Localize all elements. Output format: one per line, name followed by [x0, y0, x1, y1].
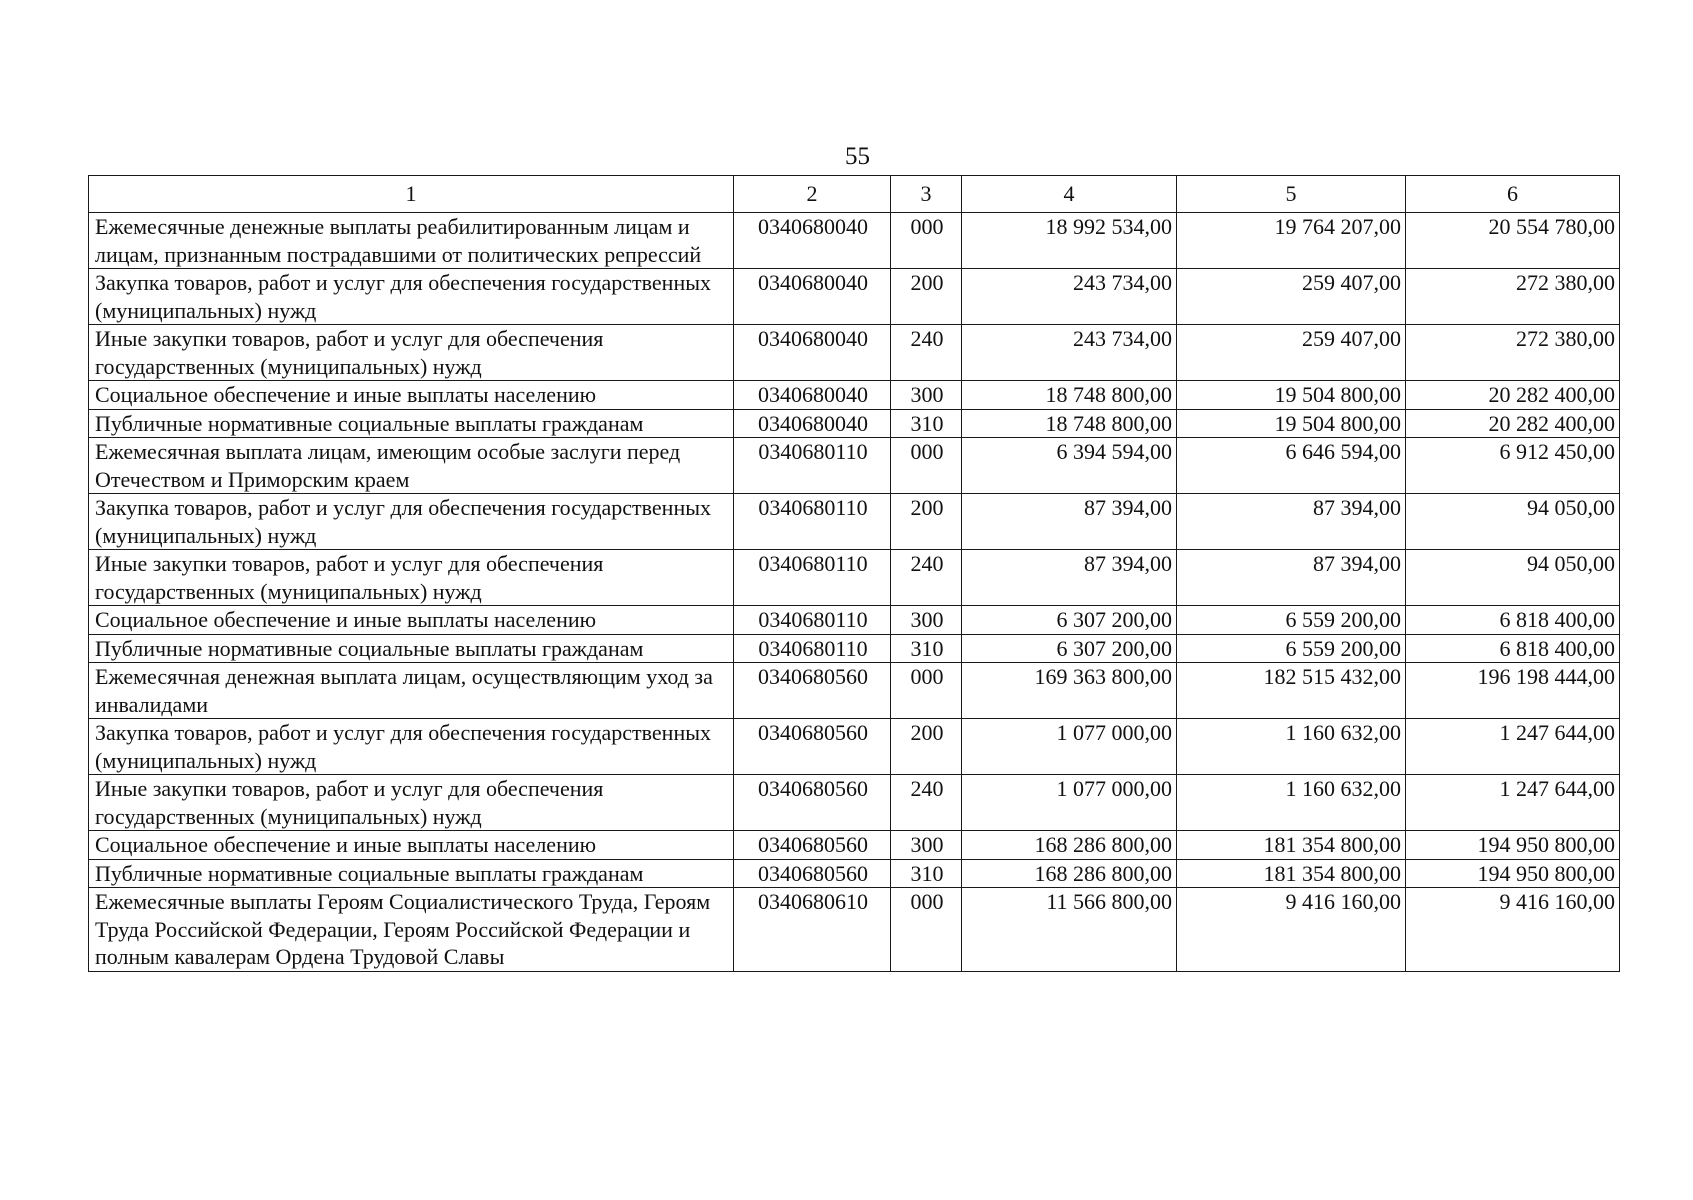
table-row — [89, 775, 1620, 831]
row-amount-col5-cell: 259 407,00 — [1177, 269, 1406, 325]
row-amount-col4-cell: 168 286 800,00 — [962, 831, 1177, 860]
row-amount-col6-cell: 272 380,00 — [1406, 325, 1620, 381]
table-row — [89, 494, 1620, 550]
row-expense-type-cell: 000 — [891, 663, 962, 719]
row-amount-col4-cell: 18 748 800,00 — [962, 381, 1177, 410]
row-amount-col6-cell: 194 950 800,00 — [1406, 831, 1620, 860]
row-amount-col5-cell: 19 504 800,00 — [1177, 381, 1406, 410]
row-name-cell: Закупка товаров, работ и услуг для обеспечения государственных (муниципальных) нужд — [89, 719, 734, 775]
table-row — [89, 438, 1620, 494]
row-code-cell: 0340680560 — [734, 831, 891, 860]
table-row — [89, 381, 1620, 410]
row-amount-col6-cell: 6 818 400,00 — [1406, 634, 1620, 663]
row-name-cell: Закупка товаров, работ и услуг для обеспечения государственных (муниципальных) нужд — [89, 494, 734, 550]
row-amount-col5-cell: 19 764 207,00 — [1177, 213, 1406, 269]
row-amount-col4-cell: 169 363 800,00 — [962, 663, 1177, 719]
header-col-1: 1 — [89, 176, 734, 213]
table-row — [89, 888, 1620, 972]
row-amount-col4-cell: 87 394,00 — [962, 494, 1177, 550]
row-expense-type-cell: 200 — [891, 494, 962, 550]
row-amount-col5-cell: 181 354 800,00 — [1177, 859, 1406, 888]
row-name-cell: Ежемесячные денежные выплаты реабилитированным лицам и лицам, признанным пострадавшими от политических репрессий — [89, 213, 734, 269]
row-code-cell: 0340680110 — [734, 606, 891, 635]
header-col-3: 3 — [891, 176, 962, 213]
row-amount-col6-cell: 9 416 160,00 — [1406, 888, 1620, 972]
table-row — [89, 550, 1620, 606]
row-amount-col5-cell: 87 394,00 — [1177, 550, 1406, 606]
row-amount-col5-cell: 259 407,00 — [1177, 325, 1406, 381]
row-amount-col5-cell: 6 559 200,00 — [1177, 634, 1406, 663]
table-row — [89, 634, 1620, 663]
row-code-cell: 0340680040 — [734, 325, 891, 381]
row-code-cell: 0340680560 — [734, 663, 891, 719]
row-name-cell: Закупка товаров, работ и услуг для обеспечения государственных (муниципальных) нужд — [89, 269, 734, 325]
table-row — [89, 831, 1620, 860]
row-expense-type-cell: 240 — [891, 775, 962, 831]
row-amount-col5-cell: 181 354 800,00 — [1177, 831, 1406, 860]
row-amount-col5-cell: 182 515 432,00 — [1177, 663, 1406, 719]
row-name-cell: Иные закупки товаров, работ и услуг для обеспечения государственных (муниципальных) нужд — [89, 550, 734, 606]
row-amount-col4-cell: 18 748 800,00 — [962, 409, 1177, 438]
row-name-cell: Ежемесячная денежная выплата лицам, осуществляющим уход за инвалидами — [89, 663, 734, 719]
row-expense-type-cell: 300 — [891, 831, 962, 860]
row-amount-col4-cell: 18 992 534,00 — [962, 213, 1177, 269]
table-row — [89, 409, 1620, 438]
header-col-2: 2 — [734, 176, 891, 213]
row-expense-type-cell: 000 — [891, 438, 962, 494]
row-expense-type-cell: 300 — [891, 606, 962, 635]
row-amount-col6-cell: 6 818 400,00 — [1406, 606, 1620, 635]
header-row — [89, 176, 1620, 213]
row-amount-col6-cell: 196 198 444,00 — [1406, 663, 1620, 719]
row-name-cell: Ежемесячная выплата лицам, имеющим особые заслуги перед Отечеством и Приморским краем — [89, 438, 734, 494]
row-expense-type-cell: 240 — [891, 550, 962, 606]
row-amount-col5-cell: 1 160 632,00 — [1177, 719, 1406, 775]
row-expense-type-cell: 300 — [891, 381, 962, 410]
table-header — [89, 176, 1620, 213]
row-code-cell: 0340680110 — [734, 438, 891, 494]
row-name-cell: Социальное обеспечение и иные выплаты населению — [89, 606, 734, 635]
table-row — [89, 663, 1620, 719]
row-name-cell: Иные закупки товаров, работ и услуг для обеспечения государственных (муниципальных) нужд — [89, 325, 734, 381]
row-code-cell: 0340680040 — [734, 269, 891, 325]
table-row — [89, 859, 1620, 888]
row-name-cell: Социальное обеспечение и иные выплаты населению — [89, 381, 734, 410]
row-amount-col4-cell: 6 394 594,00 — [962, 438, 1177, 494]
page-number: 55 — [845, 143, 870, 170]
row-amount-col6-cell: 194 950 800,00 — [1406, 859, 1620, 888]
row-expense-type-cell: 200 — [891, 719, 962, 775]
row-amount-col6-cell: 94 050,00 — [1406, 550, 1620, 606]
row-amount-col4-cell: 6 307 200,00 — [962, 606, 1177, 635]
row-expense-type-cell: 310 — [891, 634, 962, 663]
row-code-cell: 0340680040 — [734, 381, 891, 410]
row-name-cell: Социальное обеспечение и иные выплаты населению — [89, 831, 734, 860]
row-expense-type-cell: 000 — [891, 888, 962, 972]
row-name-cell: Публичные нормативные социальные выплаты гражданам — [89, 409, 734, 438]
header-col-4: 4 — [962, 176, 1177, 213]
row-amount-col4-cell: 1 077 000,00 — [962, 719, 1177, 775]
row-amount-col5-cell: 6 559 200,00 — [1177, 606, 1406, 635]
row-amount-col5-cell: 87 394,00 — [1177, 494, 1406, 550]
row-expense-type-cell: 000 — [891, 213, 962, 269]
table-row — [89, 269, 1620, 325]
row-amount-col5-cell: 9 416 160,00 — [1177, 888, 1406, 972]
row-code-cell: 0340680110 — [734, 550, 891, 606]
table-row — [89, 213, 1620, 269]
row-code-cell: 0340680040 — [734, 409, 891, 438]
row-code-cell: 0340680610 — [734, 888, 891, 972]
row-amount-col6-cell: 1 247 644,00 — [1406, 775, 1620, 831]
row-amount-col4-cell: 243 734,00 — [962, 269, 1177, 325]
row-amount-col5-cell: 6 646 594,00 — [1177, 438, 1406, 494]
row-name-cell: Иные закупки товаров, работ и услуг для обеспечения государственных (муниципальных) нужд — [89, 775, 734, 831]
row-amount-col6-cell: 6 912 450,00 — [1406, 438, 1620, 494]
row-amount-col6-cell: 20 554 780,00 — [1406, 213, 1620, 269]
table-row — [89, 325, 1620, 381]
table-row — [89, 606, 1620, 635]
row-amount-col6-cell: 20 282 400,00 — [1406, 409, 1620, 438]
table-body — [89, 213, 1620, 972]
row-code-cell: 0340680560 — [734, 775, 891, 831]
row-amount-col6-cell: 1 247 644,00 — [1406, 719, 1620, 775]
row-amount-col5-cell: 19 504 800,00 — [1177, 409, 1406, 438]
row-expense-type-cell: 310 — [891, 859, 962, 888]
row-amount-col6-cell: 20 282 400,00 — [1406, 381, 1620, 410]
budget-table — [88, 175, 1620, 972]
row-amount-col5-cell: 1 160 632,00 — [1177, 775, 1406, 831]
row-code-cell: 0340680560 — [734, 859, 891, 888]
row-code-cell: 0340680560 — [734, 719, 891, 775]
table-row — [89, 719, 1620, 775]
row-expense-type-cell: 240 — [891, 325, 962, 381]
row-amount-col4-cell: 6 307 200,00 — [962, 634, 1177, 663]
row-amount-col4-cell: 1 077 000,00 — [962, 775, 1177, 831]
row-amount-col6-cell: 94 050,00 — [1406, 494, 1620, 550]
row-code-cell: 0340680040 — [734, 213, 891, 269]
header-col-6: 6 — [1406, 176, 1620, 213]
header-col-5: 5 — [1177, 176, 1406, 213]
row-name-cell: Публичные нормативные социальные выплаты гражданам — [89, 634, 734, 663]
row-expense-type-cell: 310 — [891, 409, 962, 438]
row-amount-col6-cell: 272 380,00 — [1406, 269, 1620, 325]
row-amount-col4-cell: 87 394,00 — [962, 550, 1177, 606]
row-expense-type-cell: 200 — [891, 269, 962, 325]
row-amount-col4-cell: 243 734,00 — [962, 325, 1177, 381]
row-amount-col4-cell: 168 286 800,00 — [962, 859, 1177, 888]
row-code-cell: 0340680110 — [734, 494, 891, 550]
row-name-cell: Ежемесячные выплаты Героям Социалистического Труда, Героям Труда Российской Федерации, Героям Российской Федерации и полным кавалерам Ордена Трудовой Славы — [89, 888, 734, 972]
row-name-cell: Публичные нормативные социальные выплаты гражданам — [89, 859, 734, 888]
row-code-cell: 0340680110 — [734, 634, 891, 663]
row-amount-col4-cell: 11 566 800,00 — [962, 888, 1177, 972]
